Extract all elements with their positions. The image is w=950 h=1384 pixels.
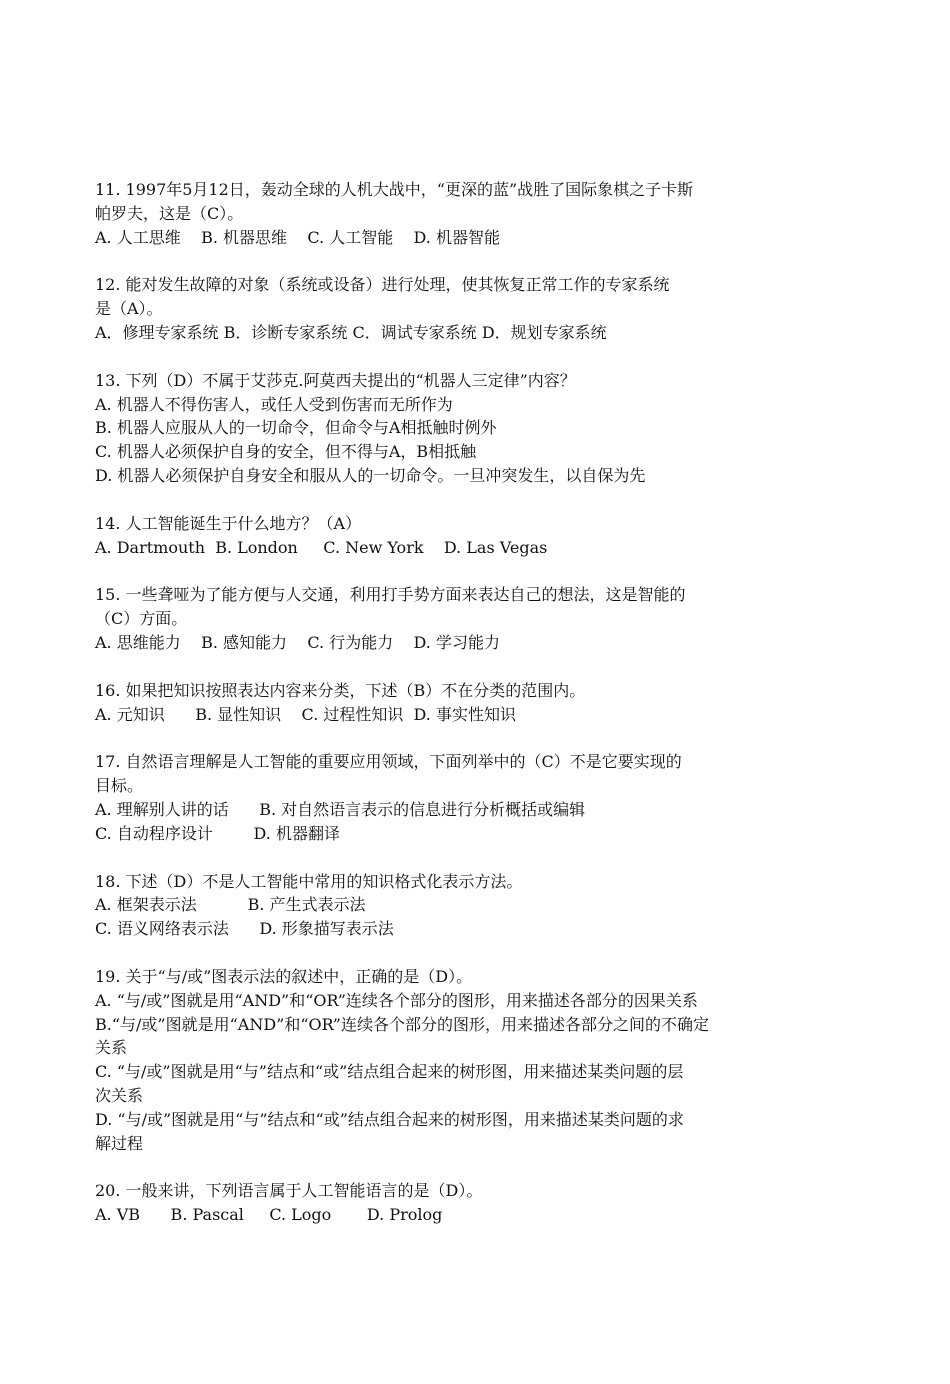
answer-options: C. 自动程序设计 D. 机器翻译 (95, 823, 340, 843)
question-text: （C）方面。 (95, 609, 188, 629)
answer-option: C. “与/或”图就是用“与”结点和“或”结点组合起来的树形图，用来描述某类问题的层 (95, 1062, 684, 1082)
question-13 (95, 369, 785, 488)
question-11 (95, 178, 785, 249)
question-text: 是（A）。 (95, 299, 163, 319)
answer-option: 关系 (95, 1038, 128, 1058)
answer-option: A. “与/或”图就是用“AND”和“OR”连续各个部分的图形，用来描述各部分的因果关系 (95, 990, 698, 1010)
answer-options: A. Dartmouth B. London C. New York D. Las Vegas (95, 537, 548, 557)
answer-option: D. “与/或”图就是用“与”结点和“或”结点组合起来的树形图，用来描述某类问题的求 (95, 1109, 684, 1129)
answer-options: A. VB B. Pascal C. Logo D. Prolog (95, 1205, 443, 1225)
question-text: 帕罗夫，这是（C）。 (95, 203, 244, 223)
answer-options: A. 元知识 B. 显性知识 C. 过程性知识 D. 事实性知识 (95, 704, 516, 724)
answer-option: A. 机器人不得伤害人，或任人受到伤害而无所作为 (95, 394, 453, 414)
answer-option: D. 机器人必须保护自身安全和服从人的一切命令。一旦冲突发生，以自保为先 (95, 465, 646, 485)
question-text: 17. 自然语言理解是人工智能的重要应用领域，下面列举中的（C）不是它要实现的 (95, 752, 682, 772)
answer-options: A. 人工思维 B. 机器思维 C. 人工智能 D. 机器智能 (95, 227, 500, 247)
answer-options: C. 语义网络表示法 D. 形象描写表示法 (95, 919, 394, 939)
question-18 (95, 870, 785, 941)
question-text: 16. 如果把知识按照表达内容来分类，下述（B）不在分类的范围内。 (95, 680, 586, 700)
question-text: 14. 人工智能诞生于什么地方？（A） (95, 513, 362, 533)
question-list (95, 178, 785, 1251)
answer-option: B.“与/或”图就是用“AND”和“OR”连续各个部分的图形，用来描述各部分之间的不确定 (95, 1014, 709, 1034)
question-17 (95, 750, 785, 845)
question-text: 18. 下述（D）不是人工智能中常用的知识格式化表示方法。 (95, 871, 523, 891)
question-20 (95, 1179, 785, 1227)
question-19 (95, 965, 785, 1155)
question-text: 20. 一般来讲，下列语言属于人工智能语言的是（D）。 (95, 1181, 483, 1201)
question-text: 11. 1997年5月12日，轰动全球的人机大战中，“更深的蓝”战胜了国际象棋之子卡斯 (95, 180, 694, 199)
question-14 (95, 512, 785, 560)
answer-option: 解过程 (95, 1133, 144, 1153)
question-text: 15. 一些聋哑为了能方便与人交通，利用打手势方面来表达自己的想法，这是智能的 (95, 585, 686, 605)
question-16 (95, 679, 785, 727)
answer-options: A. 框架表示法 B. 产生式表示法 (95, 895, 366, 915)
question-text: 目标。 (95, 776, 144, 796)
answer-options: A. 理解别人讲的话 B. 对自然语言表示的信息进行分析概括或编辑 (95, 799, 586, 819)
question-12 (95, 273, 785, 344)
answer-options: A. 思维能力 B. 感知能力 C. 行为能力 D. 学习能力 (95, 632, 500, 652)
answer-option: 次关系 (95, 1085, 144, 1105)
question-text: 13. 下列（D）不属于艾莎克.阿莫西夫提出的“机器人三定律”内容？ (95, 370, 576, 390)
question-15 (95, 583, 785, 654)
answer-option: C. 机器人必须保护自身的安全，但不得与A，B相抵触 (95, 442, 477, 462)
answer-option: B. 机器人应服从人的一切命令，但命令与A相抵触时例外 (95, 418, 497, 438)
question-text: 12. 能对发生故障的对象（系统或设备）进行处理，使其恢复正常工作的专家系统 (95, 275, 670, 295)
question-text: 19. 关于“与/或”图表示法的叙述中，正确的是（D）。 (95, 966, 473, 986)
answer-options: A．修理专家系统 B．诊断专家系统 C．调试专家系统 D．规划专家系统 (95, 322, 607, 342)
